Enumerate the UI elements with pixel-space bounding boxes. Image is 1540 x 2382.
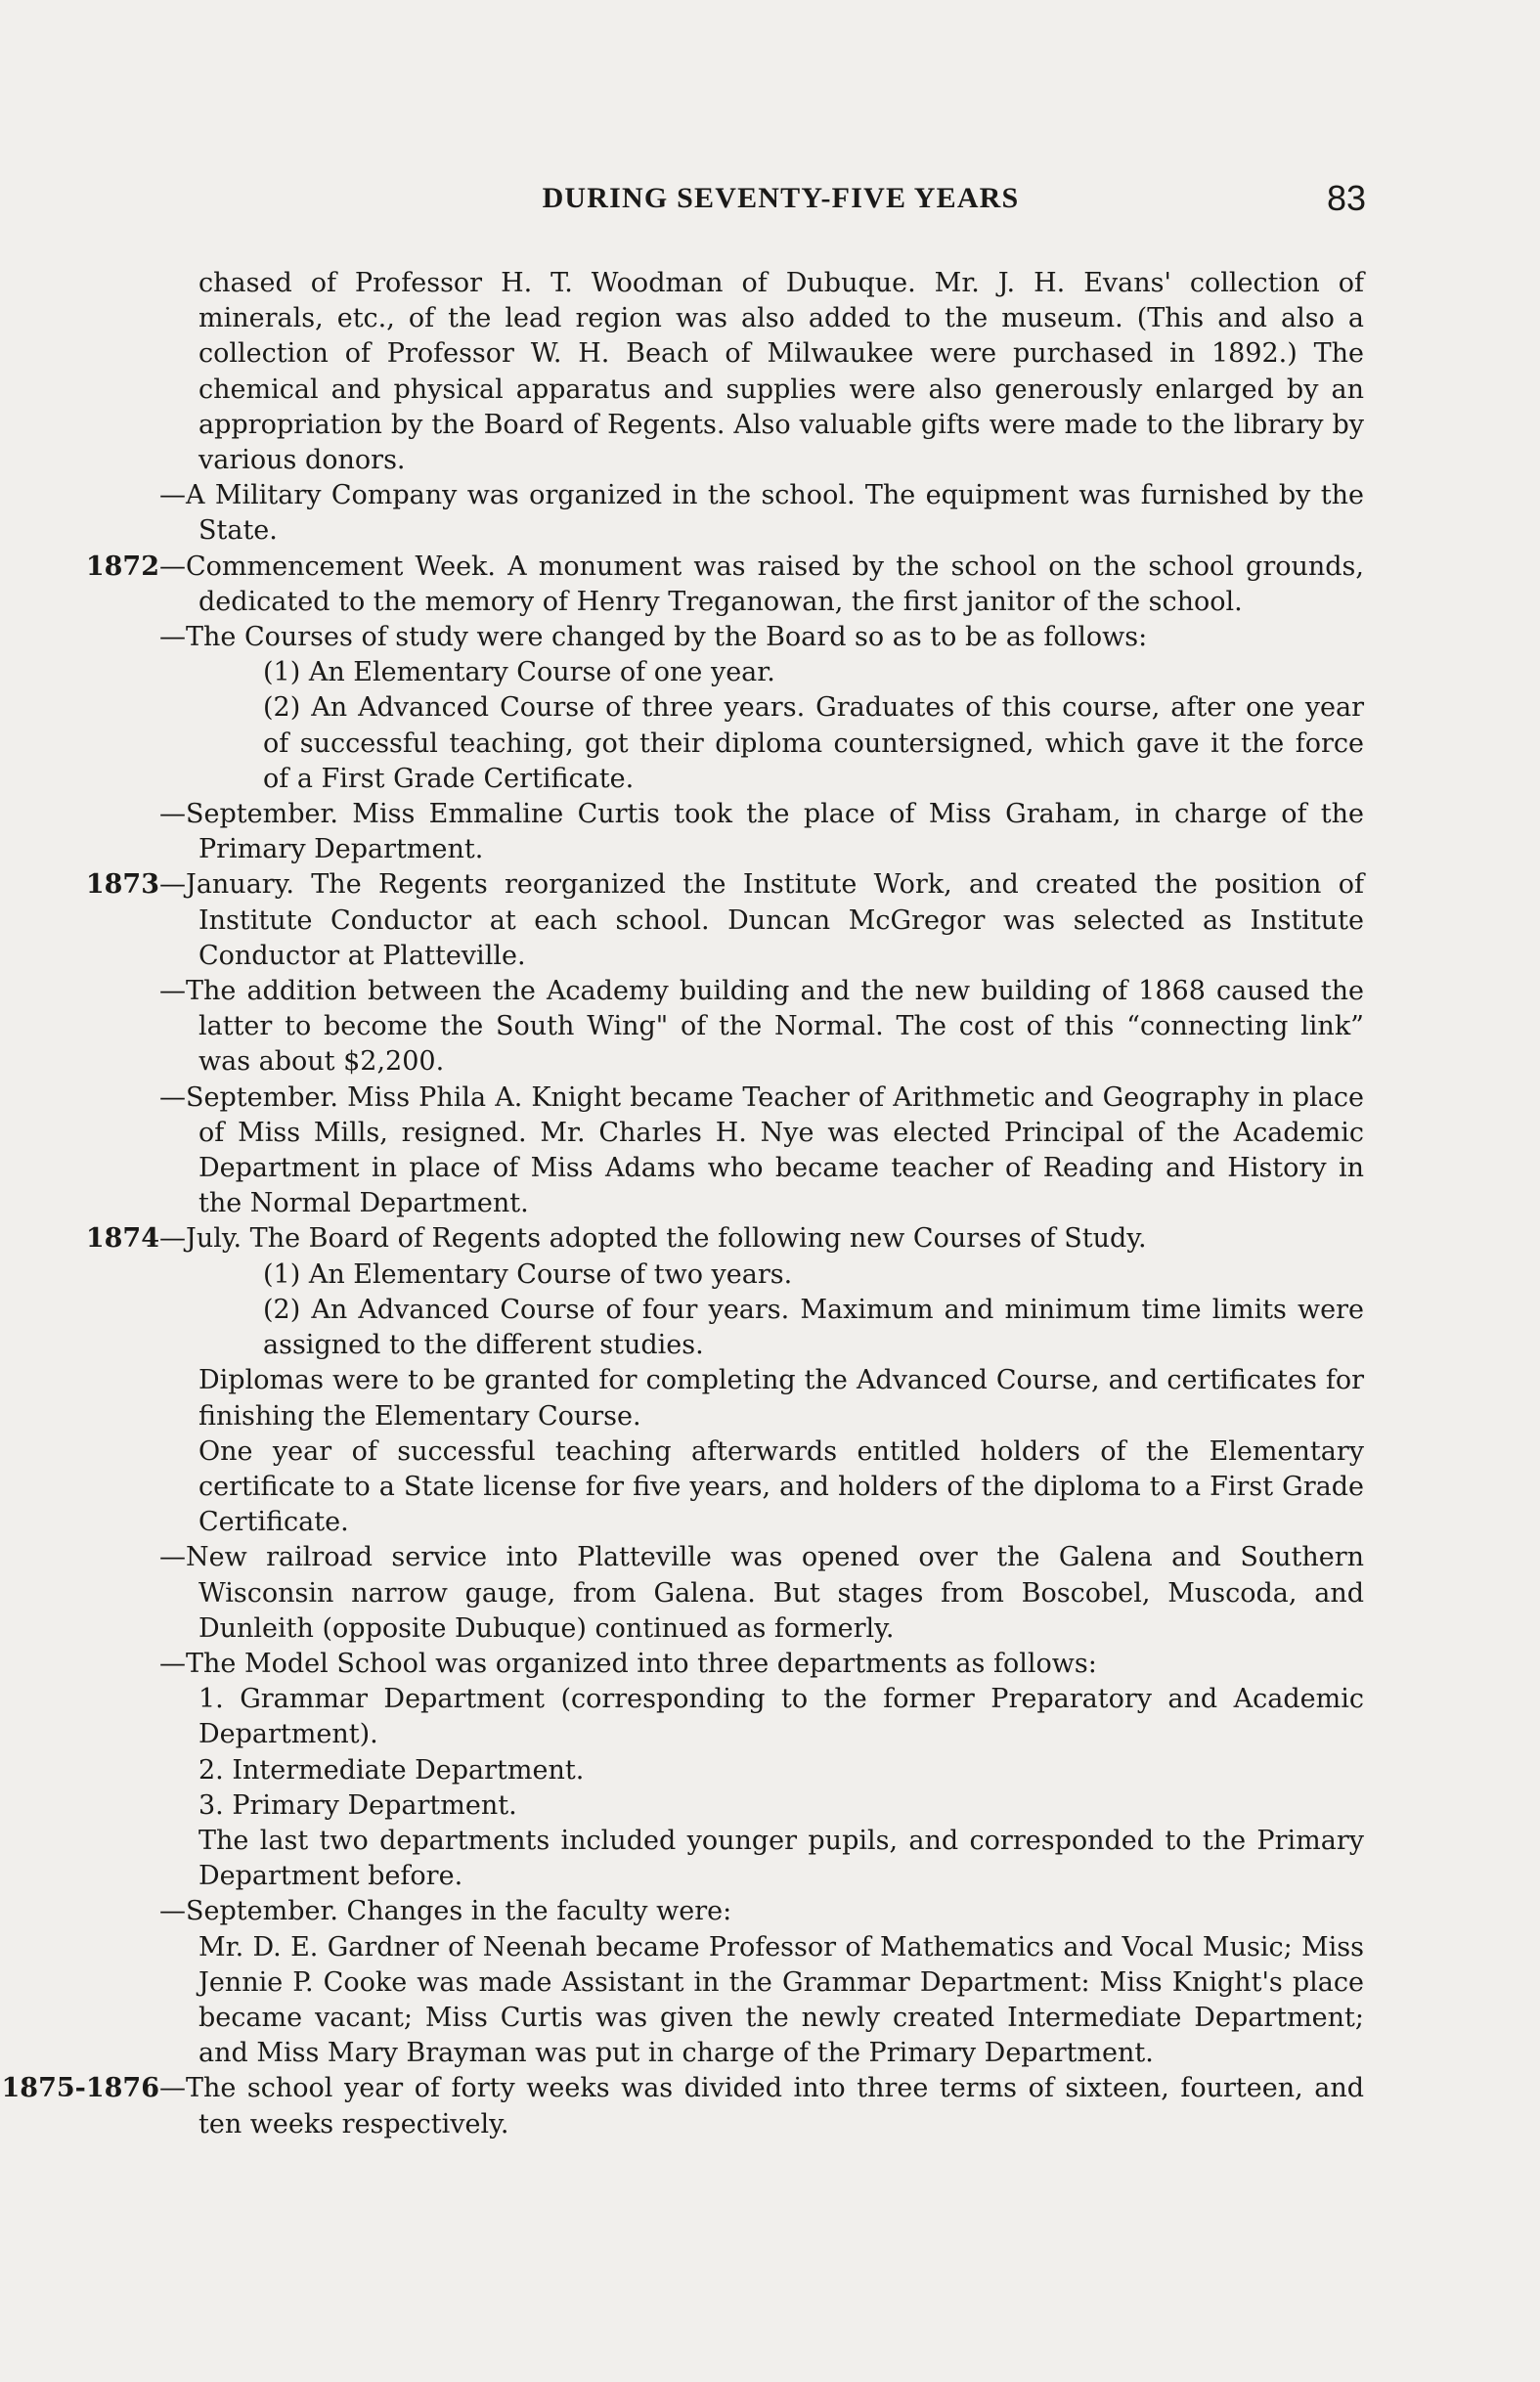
paragraph-diplomas: Diplomas were to be granted for completing the Advanced Course, and certificates for finishing the Elementary Course. xyxy=(198,1365,1364,1432)
entry-1875-1876 xyxy=(1,2071,1364,2141)
list-item: (2) An Advanced Course of four years. Maximum and minimum time limits were assigned to the different studies. xyxy=(263,1294,1364,1361)
paragraph-museum-collections: chased of Professor H. T. Woodman of Dubuque. Mr. J. H. Evans' collection of minerals, etc., of the lead region was also added to the museum. (This and also a collection of Professor W. H. Beach of Milwaukee were purchased in 1892.) The chemical and physical apparatus and supplies were also generously enlarged by an appropriation by the Board of Regents. Also valuable gifts were made to the library by various donors. xyxy=(198,268,1364,476)
list-item: 2. Intermediate Department. xyxy=(198,1754,585,1786)
entry-september-1873: —September. Miss Phila A. Knight became Teacher of Arithmetic and Geography in place of Miss Mills, resigned. Mr. Charles H. Nye was elected Principal of the Academic Department in place of Miss Adams who became teacher of Reading and History in the Normal Department. xyxy=(159,1081,1364,1219)
entry-model-school: —The Model School was organized into three departments as follows: xyxy=(159,1648,1097,1679)
paragraph-departments: The last two departments included younger pupils, and corresponded to the Primary Department before. xyxy=(198,1825,1364,1892)
entry-text: —Commencement Week. A monument was raised by the school on the school grounds, dedicated to the memory of Henry Treganowan, the first janitor of the school. xyxy=(159,551,1364,617)
paragraph-teaching-license: One year of successful teaching afterwards entitled holders of the Elementary certificate to a State license for five years, and holders of the diploma to a First Grade Certificate. xyxy=(198,1435,1364,1538)
entry-september-1872: —September. Miss Emmaline Curtis took the place of Miss Graham, in charge of the Primary Department. xyxy=(159,799,1364,865)
year-label-1873: 1873 xyxy=(85,869,159,901)
entry-september-1874: —September. Changes in the faculty were: xyxy=(159,1896,732,1927)
entry-connecting-link: —The addition between the Academy building and the new building of 1868 caused the latter to become the South Wing" of the Normal. The cost of this “connecting link” was about $2,200. xyxy=(159,976,1364,1078)
year-label-1874: 1874 xyxy=(85,1223,159,1255)
entry-military-company: —A Military Company was organized in the school. The equipment was furnished by the State. xyxy=(159,480,1364,547)
paragraph-faculty-changes: Mr. D. E. Gardner of Neenah became Professor of Mathematics and Vocal Music; Miss Jennie P. Cooke was made Assistant in the Grammar Department: Miss Knight's place became vacant; Miss Curtis was given the newly created Intermediate Department; and Miss Mary Brayman was put in charge of the Primary Department. xyxy=(198,1931,1364,2069)
list-item: (2) An Advanced Course of three years. Graduates of this course, after one year of successful teaching, got their diploma countersigned, which gave it the force of a First Grade Certificate. xyxy=(263,692,1364,794)
entry-text: —January. The Regents reorganized the Institute Work, and created the position of Institute Conductor at each school. Duncan McGregor was selected as Institute Conductor at Platteville. xyxy=(159,869,1364,971)
entry-text: —The school year of forty weeks was divided into three terms of sixteen, fourteen, and ten weeks respectively. xyxy=(159,2073,1364,2139)
running-head xyxy=(196,178,1366,221)
year-label-1872: 1872 xyxy=(85,551,159,582)
entry-text: —July. The Board of Regents adopted the following new Courses of Study. xyxy=(159,1223,1147,1255)
entry-1872-commencement xyxy=(85,550,1364,620)
entry-railroad: —New railroad service into Platteville was opened over the Galena and Southern Wisconsin narrow gauge, from Galena. But stages from Boscobel, Muscoda, and Dunleith (opposite Dubuque) continued as formerly. xyxy=(159,1542,1364,1644)
list-item: 1. Grammar Department (corresponding to the former Preparatory and Academic Department). xyxy=(198,1684,1364,1750)
list-item: (1) An Elementary Course of one year. xyxy=(263,657,775,688)
running-title: DURING SEVENTY-FIVE YEARS xyxy=(542,182,1020,214)
list-item: 3. Primary Department. xyxy=(198,1789,517,1821)
year-label-1875-1876: 1875-1876 xyxy=(1,2073,159,2104)
page-number: 83 xyxy=(1326,178,1366,218)
entry-1873-january xyxy=(85,867,1364,974)
list-item: (1) An Elementary Course of two years. xyxy=(263,1258,793,1290)
entry-courses-changed: —The Courses of study were changed by the Board so as to be as follows: xyxy=(159,622,1148,653)
body-text xyxy=(1,266,1364,2142)
entry-1874-july xyxy=(85,1221,1364,1257)
